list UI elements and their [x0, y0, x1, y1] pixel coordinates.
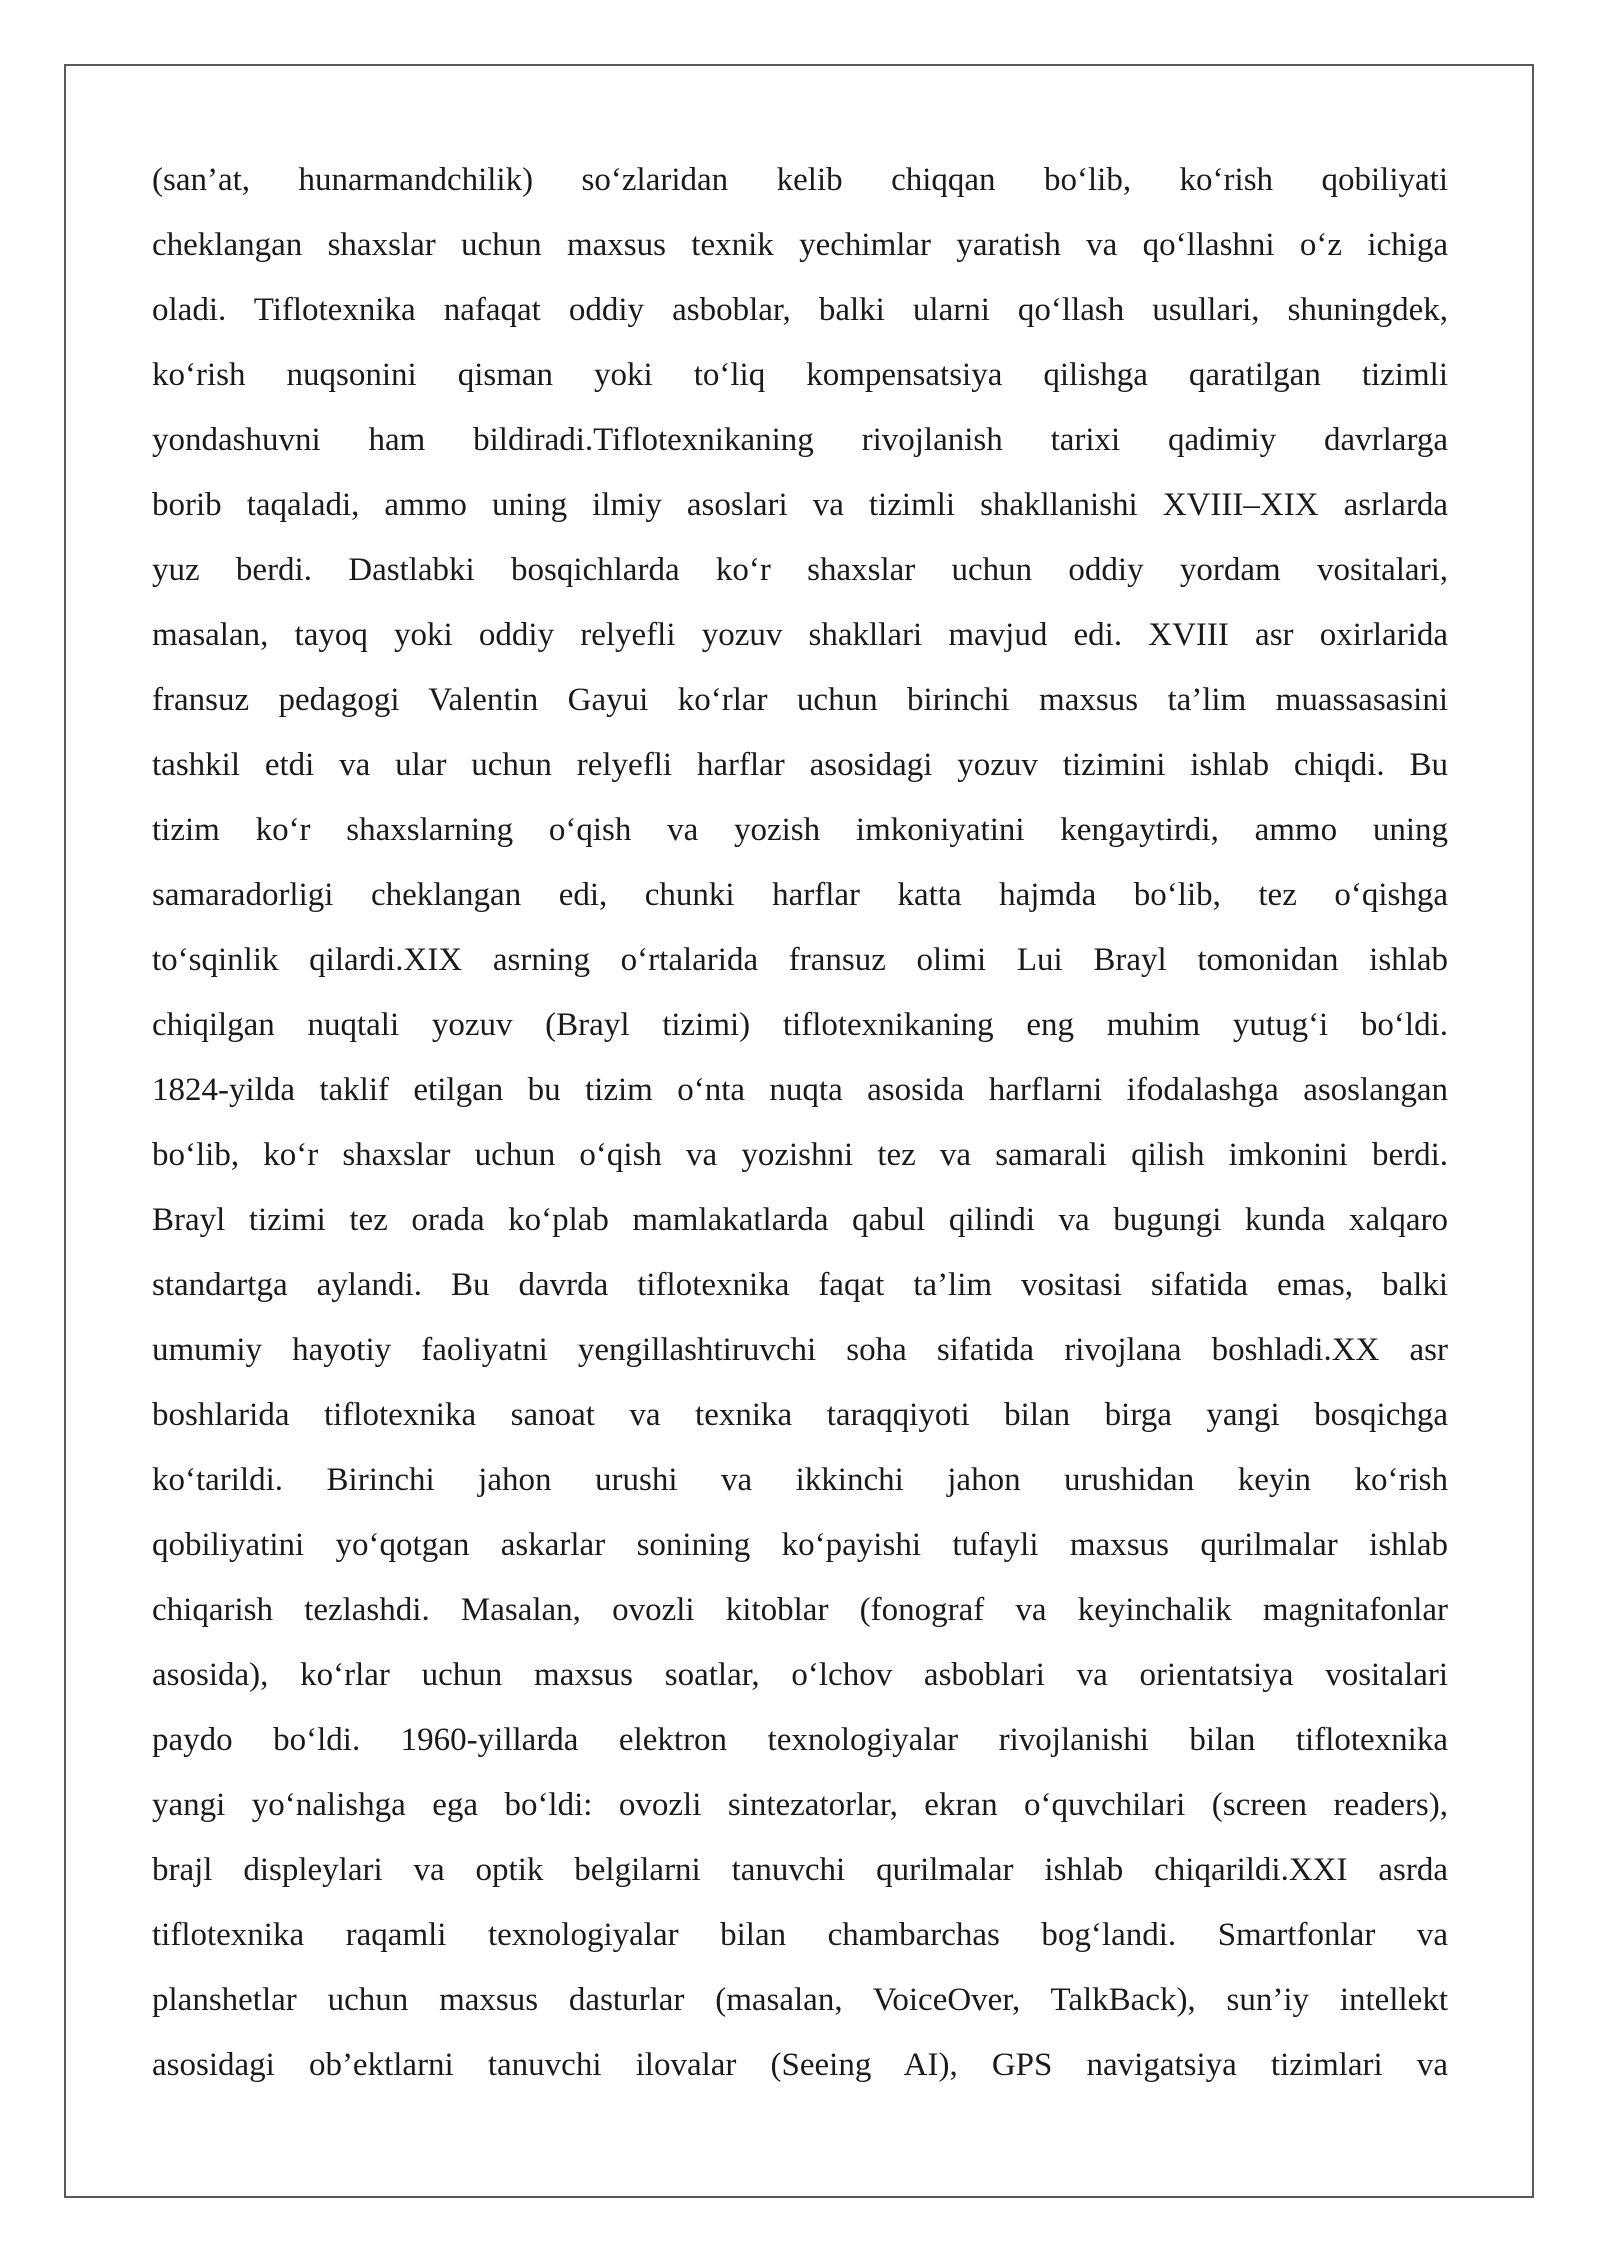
text-line: tashkil etdi va ular uchun relyefli harflar asosidagi yozuv tizimini ishlab chiqdi. Bu [152, 747, 1448, 783]
text-line: boshlarida tiflotexnika sanoat va texnika taraqqiyoti bilan birga yangi bosqichga [152, 1397, 1448, 1433]
text-line: paydo bo‘ldi. 1960-yillarda elektron texnologiyalar rivojlanishi bilan tiflotexnika [152, 1722, 1448, 1758]
text-line: standartga aylandi. Bu davrda tiflotexnika faqat ta’lim vositasi sifatida emas, balki [152, 1267, 1448, 1303]
text-line: ko‘tarildi. Birinchi jahon urushi va ikkinchi jahon urushidan keyin ko‘rish [152, 1462, 1448, 1498]
text-line: samaradorligi cheklangan edi, chunki harflar katta hajmda bo‘lib, tez o‘qishga [152, 877, 1448, 913]
text-line: to‘sqinlik qilardi.XIX asrning o‘rtalarida fransuz olimi Lui Brayl tomonidan ishlab [152, 942, 1448, 978]
text-line: tiflotexnika raqamli texnologiyalar bilan chambarchas bog‘landi. Smartfonlar va [152, 1917, 1448, 1953]
text-line: cheklangan shaxslar uchun maxsus texnik yechimlar yaratish va qo‘llashni o‘z ichiga [152, 227, 1448, 263]
body-text [152, 148, 1448, 2098]
text-line: planshetlar uchun maxsus dasturlar (masalan, VoiceOver, TalkBack), sun’iy intellekt [152, 1982, 1448, 2018]
text-line: asosida), ko‘rlar uchun maxsus soatlar, o‘lchov asboblari va orientatsiya vositalari [152, 1657, 1448, 1693]
text-line: chiqilgan nuqtali yozuv (Brayl tizimi) tiflotexnikaning eng muhim yutug‘i bo‘ldi. [152, 1007, 1448, 1043]
text-line: asosidagi ob’ektlarni tanuvchi ilovalar (Seeing AI), GPS navigatsiya tizimlari va [152, 2047, 1448, 2083]
text-line: chiqarish tezlashdi. Masalan, ovozli kitoblar (fonograf va keyinchalik magnitafonlar [152, 1592, 1448, 1628]
text-line: brajl displeylari va optik belgilarni tanuvchi qurilmalar ishlab chiqarildi.XXI asrda [152, 1852, 1448, 1888]
text-line: bo‘lib, ko‘r shaxslar uchun o‘qish va yozishni tez va samarali qilish imkonini berdi. [152, 1137, 1448, 1173]
text-line: tizim ko‘r shaxslarning o‘qish va yozish imkoniyatini kengaytirdi, ammo uning [152, 812, 1448, 848]
text-line: oladi. Tiflotexnika nafaqat oddiy asboblar, balki ularni qo‘llash usullari, shuningdek, [152, 292, 1448, 328]
text-line: (san’at, hunarmandchilik) so‘zlaridan kelib chiqqan bo‘lib, ko‘rish qobiliyati [152, 162, 1448, 198]
text-line: qobiliyatini yo‘qotgan askarlar sonining ko‘payishi tufayli maxsus qurilmalar ishlab [152, 1527, 1448, 1563]
text-line: yangi yo‘nalishga ega bo‘ldi: ovozli sintezatorlar, ekran o‘quvchilari (screen readers), [152, 1787, 1448, 1823]
text-line: 1824-yilda taklif etilgan bu tizim o‘nta nuqta asosida harflarni ifodalashga asoslangan [152, 1072, 1448, 1108]
text-line: yondashuvni ham bildiradi.Tiflotexnikaning rivojlanish tarixi qadimiy davrlarga [152, 422, 1448, 458]
text-line: borib taqaladi, ammo uning ilmiy asoslari va tizimli shakllanishi XVIII–XIX asrlarda [152, 487, 1448, 523]
text-line: umumiy hayotiy faoliyatni yengillashtiruvchi soha sifatida rivojlana boshladi.XX asr [152, 1332, 1448, 1368]
text-line: fransuz pedagogi Valentin Gayui ko‘rlar uchun birinchi maxsus ta’lim muassasasini [152, 682, 1448, 718]
text-line: ko‘rish nuqsonini qisman yoki to‘liq kompensatsiya qilishga qaratilgan tizimli [152, 357, 1448, 393]
text-line: Brayl tizimi tez orada ko‘plab mamlakatlarda qabul qilindi va bugungi kunda xalqaro [152, 1202, 1448, 1238]
text-line: yuz berdi. Dastlabki bosqichlarda ko‘r shaxslar uchun oddiy yordam vositalari, [152, 552, 1448, 588]
text-line: masalan, tayoq yoki oddiy relyefli yozuv shakllari mavjud edi. XVIII asr oxirlarida [152, 617, 1448, 653]
